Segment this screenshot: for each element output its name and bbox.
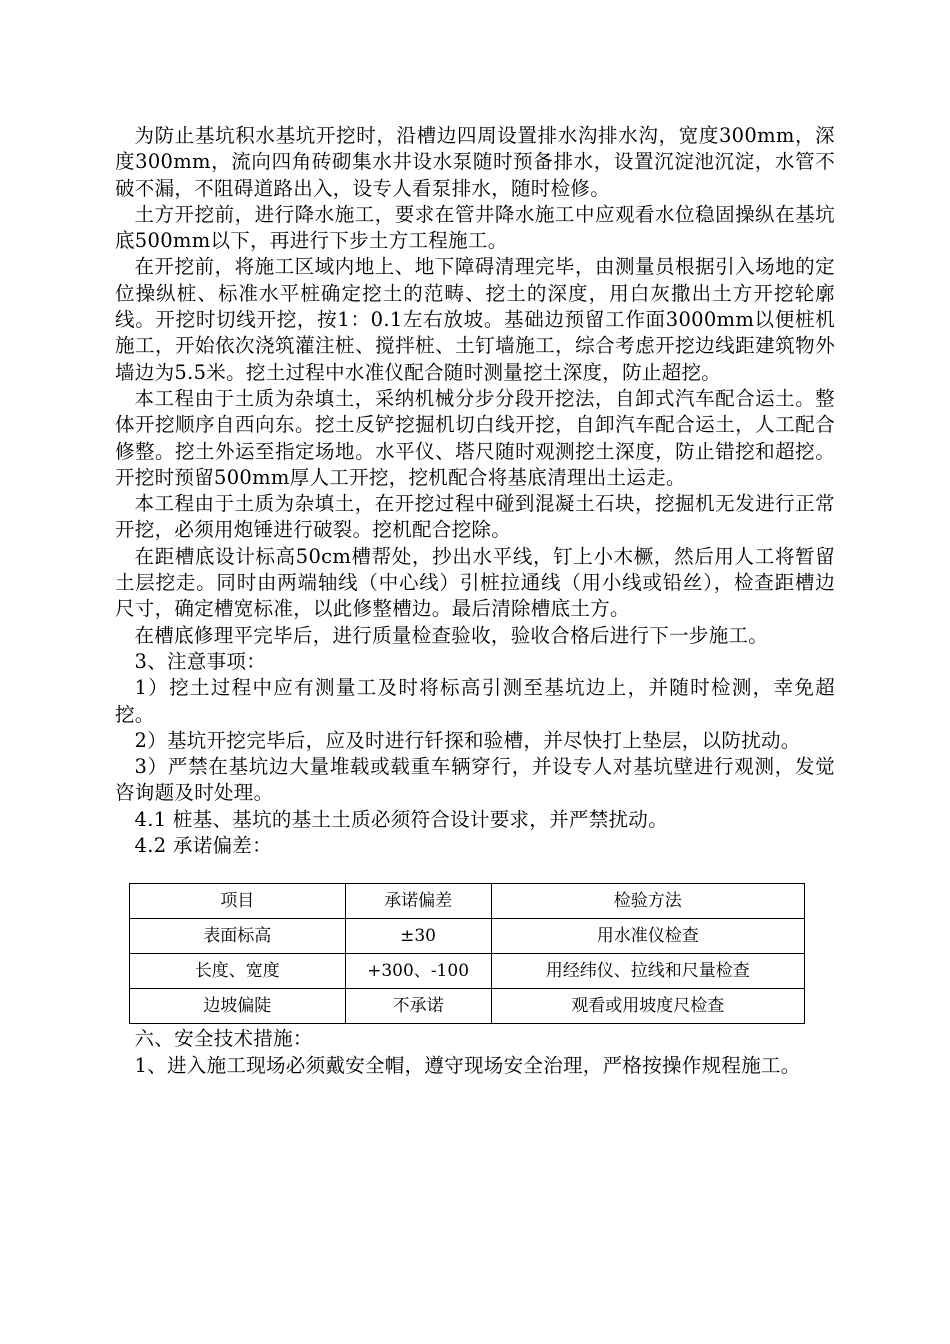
table-cell: 用水准仪检查 <box>491 919 804 954</box>
table-header-item: 项目 <box>130 884 346 919</box>
table-header-method: 检验方法 <box>491 884 804 919</box>
table-header-row <box>130 884 805 919</box>
paragraph-excavation-method: 本工程由于土质为杂填土，采纳机械分步分段开挖法，自卸式汽车配合运土。整体开挖顺序自西向东。挖土反铲挖掘机切白线开挖，自卸汽车配合运土，人工配合修整。挖土外运至指定场地。水平仪、塔尺随时观测挖土深度，防止错挖和超挖。开挖时预留500mm厚人工开挖，挖机配合将基底清理出土运走。 <box>115 386 835 489</box>
note-item-1: 1）挖土过程中应有测量工及时将标高引测至基坑边上，并随时检测，幸免超挖。 <box>115 676 835 726</box>
clause-4-1: 4.1 桩基、基坑的基土土质必须符合设计要求，并严禁扰动。 <box>134 807 668 831</box>
table-cell: 观看或用坡度尺检查 <box>491 989 804 1024</box>
table-cell: 用经纬仪、拉线和尺量检查 <box>491 954 804 989</box>
table-header-tolerance: 承诺偏差 <box>345 884 491 919</box>
paragraph-leveling: 在距槽底设计标高50cm槽帮处，抄出水平线，钉上小木橛，然后用人工将暂留土层挖走。同时由两端轴线（中心线）引桩拉通线（用小线或铅丝），检查距槽边尺寸，确定槽宽标准，以此修整槽边。最后清除槽底土方。 <box>115 544 835 621</box>
tolerance-table-wrapper <box>129 883 805 1024</box>
table-row <box>130 989 805 1024</box>
paragraph-dewatering: 土方开挖前，进行降水施工，要求在管井降水施工中应观看水位稳固操纵在基坑底500mm以下，再进行下步土方工程施工。 <box>115 202 835 253</box>
tolerance-table <box>129 883 805 1024</box>
table-cell: +300、-100 <box>345 954 491 989</box>
paragraph-drainage: 为防止基坑积水基坑开挖时，沿槽边四周设置排水沟排水沟，宽度300mm，深度300mm，流向四角砖砌集水井设水泵随时预备排水，设置沉淀池沉淀，水管不破不漏，不阻碍道路出入，设专人看泵排水，随时检修。 <box>115 124 835 200</box>
section-heading-safety: 六、安全技术措施： <box>134 1027 313 1051</box>
note-item-3: 3）严禁在基坑边大量堆载或载重车辆穿行，并设专人对基坑壁进行观测，发觉咨询题及时处理。 <box>115 755 835 805</box>
paragraph-concrete-blocks: 本工程由于土质为杂填土，在开挖过程中碰到混凝土石块，挖掘机无发进行正常开挖，必须用炮锤进行破裂。挖机配合挖除。 <box>115 492 835 542</box>
table-cell: 表面标高 <box>130 919 346 954</box>
table-cell: 不承诺 <box>345 989 491 1024</box>
section-heading-notes: 3、注意事项： <box>134 649 267 673</box>
document-page <box>115 123 835 1079</box>
table-cell: ±30 <box>345 919 491 954</box>
safety-item-1: 1、进入施工现场必须戴安全帽，遵守现场安全治理，严格按操作规程施工。 <box>134 1053 801 1077</box>
table-row <box>130 919 805 954</box>
table-cell: 长度、宽度 <box>130 954 346 989</box>
table-row <box>130 954 805 989</box>
clause-4-2: 4.2 承诺偏差： <box>134 834 272 858</box>
note-item-2: 2）基坑开挖完毕后，应及时进行钎探和验槽，并尽快打上垫层，以防扰动。 <box>134 728 801 752</box>
after-table-section <box>115 1026 835 1079</box>
paragraph-inspection: 在槽底修理平完毕后，进行质量检查验收，验收合格后进行下一步施工。 <box>134 623 769 647</box>
table-cell: 边坡偏陡 <box>130 989 346 1024</box>
paragraph-site-clearing: 在开挖前，将施工区域内地上、地下障碍清理完毕，由测量员根据引入场地的定位操纵桩、标准水平桩确定挖土的范畴、挖土的深度，用白灰撒出土方开挖轮廓线。开挖时切线开挖，按1：0.1左右放坡。基础边预留工作面3000mm以便桩机施工，开始依次浇筑灌注桩、搅拌桩、土钉墙施工，综合考虑开挖边线距建筑物外墙边为5.5米。挖土过程中水准仪配合随时测量挖土深度，防止超挖。 <box>115 255 835 384</box>
